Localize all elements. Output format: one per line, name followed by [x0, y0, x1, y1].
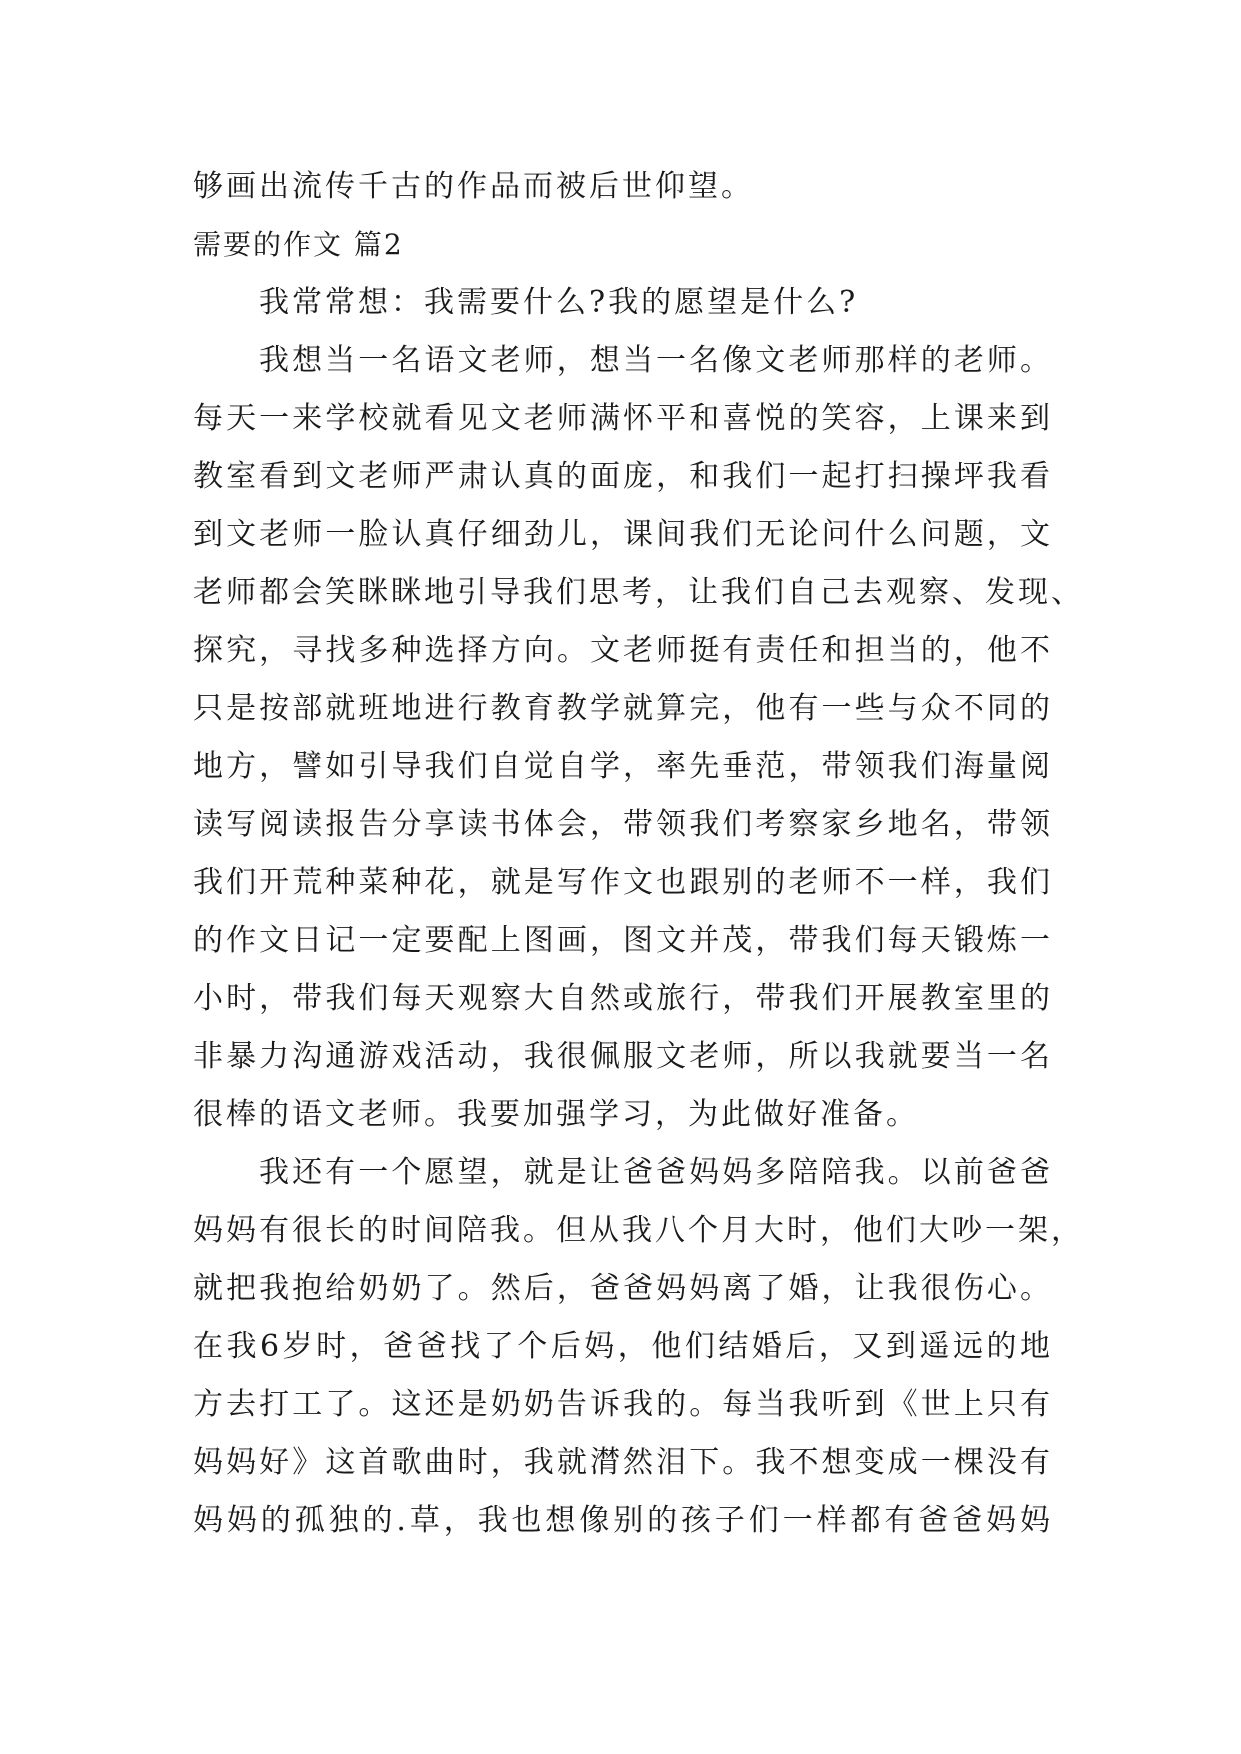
paragraph-line: 到文老师一脸认真仔细劲儿，课间我们无论问什么问题，文 [193, 517, 1053, 552]
paragraph-line: 很棒的语文老师。我要加强学习，为此做好准备。 [193, 1097, 919, 1132]
paragraph-line: 在我6岁时，爸爸找了个后妈，他们结婚后，又到遥远的地 [193, 1329, 1053, 1364]
paragraph-line: 方去打工了。这还是奶奶告诉我的。每当我听到《世上只有 [193, 1387, 1053, 1422]
paragraph-line: 我想当一名语文老师，想当一名像文老师那样的老师。 [259, 343, 1053, 378]
section-heading: 需要的作文 篇2 [193, 228, 404, 261]
paragraph-line: 我常常想：我需要什么?我的愿望是什么? [259, 285, 859, 320]
paragraph-2 [193, 332, 1084, 1144]
paragraph-line: 地方，譬如引导我们自觉自学，率先垂范，带领我们海量阅 [193, 749, 1053, 784]
document-body [193, 158, 1084, 1550]
paragraph-line: 只是按部就班地进行教育教学就算完，他有一些与众不同的 [193, 691, 1053, 726]
paragraph-1 [193, 274, 1053, 332]
paragraph-line: 就把我抱给奶奶了。然后，爸爸妈妈离了婚，让我很伤心。 [193, 1271, 1053, 1306]
paragraph-line: 小时，带我们每天观察大自然或旅行，带我们开展教室里的 [193, 981, 1053, 1016]
paragraph-line: 教室看到文老师严肃认真的面庞，和我们一起打扫操坪我看 [193, 459, 1053, 494]
paragraph-line: 读写阅读报告分享读书体会，带领我们考察家乡地名，带领 [193, 807, 1053, 842]
paragraph-line: 妈妈有很长的时间陪我。但从我八个月大时，他们大吵一架， [193, 1213, 1084, 1248]
paragraph-line: 我们开荒种菜种花，就是写作文也跟别的老师不一样，我们 [193, 865, 1053, 900]
paragraph-line: 妈妈的孤独的.草，我也想像别的孩子们一样都有爸爸妈妈 [193, 1503, 1053, 1538]
paragraph-line: 老师都会笑眯眯地引导我们思考，让我们自己去观察、发现、 [193, 575, 1084, 610]
paragraph-3 [193, 1144, 1084, 1550]
paragraph-line: 的作文日记一定要配上图画，图文并茂，带我们每天锻炼一 [193, 923, 1053, 958]
paragraph-line: 探究，寻找多种选择方向。文老师挺有责任和担当的，他不 [193, 633, 1053, 668]
paragraph-line: 妈妈好》这首歌曲时，我就潸然泪下。我不想变成一棵没有 [193, 1445, 1053, 1480]
continuation-line: 够画出流传千古的作品而被后世仰望。 [193, 169, 754, 204]
paragraph-line: 我还有一个愿望，就是让爸爸妈妈多陪陪我。以前爸爸 [259, 1155, 1053, 1190]
paragraph-line: 每天一来学校就看见文老师满怀平和喜悦的笑容，上课来到 [193, 401, 1053, 436]
paragraph-line: 非暴力沟通游戏活动，我很佩服文老师，所以我就要当一名 [193, 1039, 1053, 1074]
